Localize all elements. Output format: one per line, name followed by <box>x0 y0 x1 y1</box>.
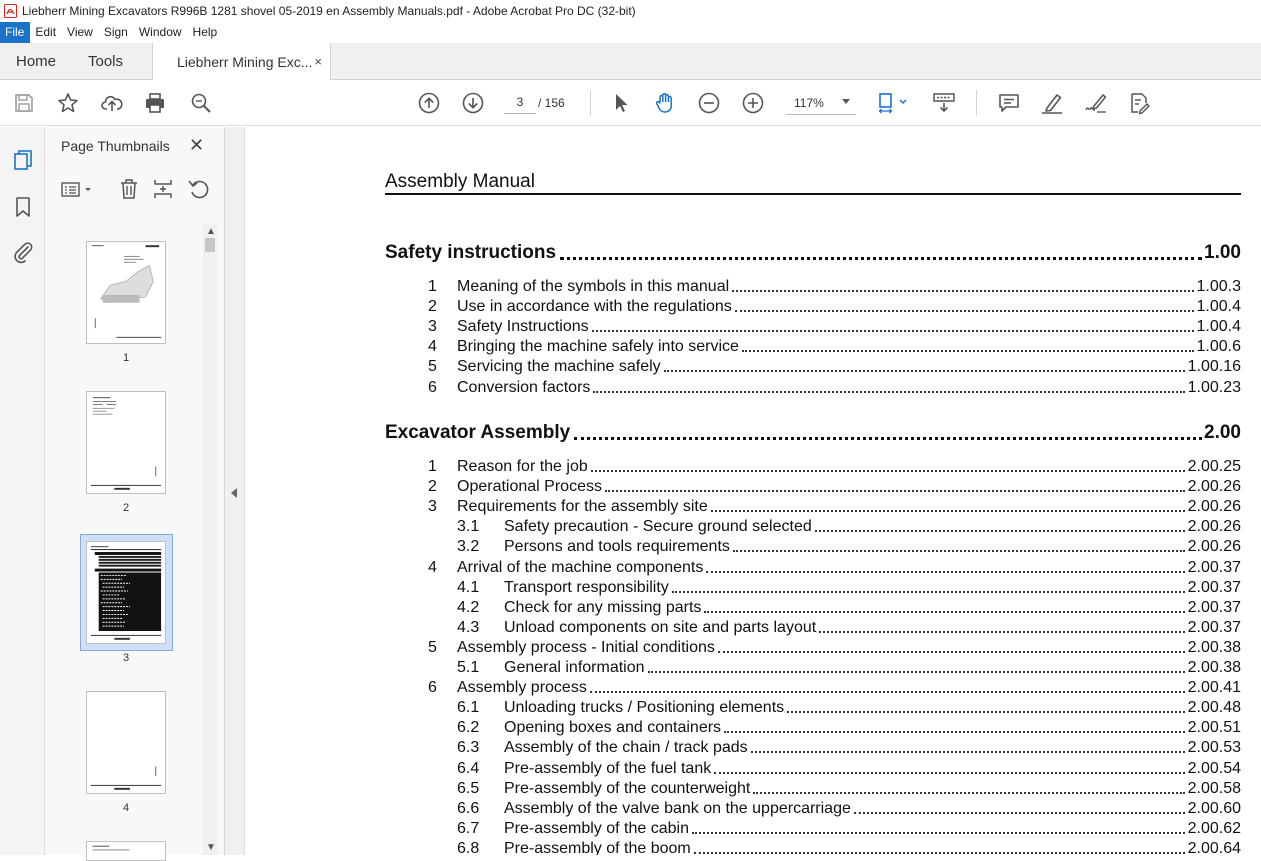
toc-entry-label: Pre-assembly of the boom <box>504 839 691 855</box>
toc-entry-number: 6.6 <box>457 799 480 817</box>
toc-leader-dots <box>706 571 1184 573</box>
toc-entry[interactable] <box>428 456 1241 476</box>
toc-entry-page: 1.00.16 <box>1187 358 1241 376</box>
toc-entry-label: Requirements for the assembly site <box>457 498 708 516</box>
toc-entry-label: Unloading trucks / Positioning elements <box>504 699 785 717</box>
toc-entry-number: 6.4 <box>457 759 480 777</box>
toc-entry-label: Pre-assembly of the counterweight <box>504 779 751 797</box>
document-view <box>246 127 1261 855</box>
scroll-down-icon[interactable]: ▼ <box>206 842 216 853</box>
toc-leader-dots <box>605 490 1185 492</box>
toc-leader-dots <box>704 611 1184 613</box>
thumbnail-page[interactable] <box>86 391 166 494</box>
upload-icon[interactable] <box>100 91 124 115</box>
toc-leader-dots <box>692 832 1185 834</box>
toc-entry-label: Unload components on site and parts layout <box>504 618 817 636</box>
thumbnail-page[interactable] <box>86 241 166 344</box>
toc-entry[interactable] <box>457 516 1241 536</box>
toc-leader-dots <box>714 772 1184 774</box>
toc-entry-label: Assembly process - Initial conditions <box>457 638 715 656</box>
toc-entry[interactable] <box>457 536 1241 556</box>
thumbnail-scrollbar[interactable] <box>203 224 217 855</box>
toc-entry[interactable] <box>428 476 1241 496</box>
toc-entry[interactable] <box>428 316 1241 336</box>
toc-entry-page: 2.00.48 <box>1187 699 1241 717</box>
page-thumbnails-icon[interactable] <box>11 148 35 172</box>
main-toolbar <box>0 80 1261 126</box>
panel-collapse-strip[interactable] <box>225 127 245 855</box>
panel-title: Page Thumbnails <box>61 138 170 154</box>
page-number-input[interactable] <box>504 90 536 114</box>
toc-entry-label: General information <box>504 659 645 676</box>
thumbnail-page-selected[interactable] <box>86 541 166 644</box>
thumbnail-page[interactable] <box>86 691 166 794</box>
options-menu-icon[interactable] <box>61 177 95 201</box>
toc-entry-page: 2.00.58 <box>1187 779 1241 797</box>
toc-entry-number: 6.3 <box>457 739 480 757</box>
menu-file[interactable]: File <box>0 22 30 43</box>
toc-entry-number: 4.3 <box>457 618 480 636</box>
toc-entry-number: 6.1 <box>457 699 480 717</box>
acrobat-app-icon <box>4 4 17 18</box>
fit-page-icon[interactable] <box>876 91 912 115</box>
toolbar-divider <box>590 90 591 116</box>
toc-leader-dots <box>733 550 1185 552</box>
toc-leader-dots <box>787 711 1184 713</box>
toc-leader-dots <box>574 437 1202 440</box>
toc-section-title: Safety instructions <box>385 242 557 263</box>
collapse-arrow-icon[interactable] <box>231 488 237 498</box>
toc-entry[interactable] <box>457 737 1241 757</box>
edit-pdf-icon[interactable] <box>1127 91 1151 115</box>
toc-entry-number: 1 <box>428 458 437 475</box>
toc-entry-page: 1.00.4 <box>1196 318 1241 336</box>
toc-entry-label: Arrival of the machine components <box>457 558 704 576</box>
save-icon[interactable] <box>12 91 36 115</box>
toc-leader-dots <box>854 812 1185 814</box>
toc-entry[interactable] <box>457 798 1241 818</box>
toc-section-title: Excavator Assembly <box>385 422 571 443</box>
toc-entry-page: 2.00.62 <box>1187 819 1241 837</box>
toc-entry-number: 3.2 <box>457 538 480 556</box>
toc-entry-label: Safety Instructions <box>457 318 589 336</box>
plus-circle-icon[interactable] <box>741 91 765 115</box>
menu-bar <box>0 22 1261 43</box>
left-navigation-rail <box>0 127 45 855</box>
toc-entry-label: Conversion factors <box>457 378 591 396</box>
toc-entry-number: 5.1 <box>457 659 480 676</box>
toc-leader-dots <box>664 370 1185 372</box>
toc-entry-page: 1.00.3 <box>1196 278 1241 295</box>
toc-leader-dots <box>591 470 1185 472</box>
toc-entry-label: Use in accordance with the regulations <box>457 298 732 316</box>
toc-leader-dots <box>648 671 1185 673</box>
toc-entry-label: Pre-assembly of the fuel tank <box>504 759 712 777</box>
toc-entry[interactable] <box>457 597 1241 617</box>
toc-entry-label: Assembly of the chain / track pads <box>504 739 748 757</box>
toc-entry-label: Assembly process <box>457 679 587 697</box>
attachment-icon[interactable] <box>11 240 35 264</box>
toc-entry-number: 6 <box>428 378 437 396</box>
toc-entry[interactable] <box>457 818 1241 838</box>
toc-entry-page: 1.00.6 <box>1196 338 1241 356</box>
scrollbar-thumb[interactable] <box>205 238 215 252</box>
toc-leader-dots <box>560 257 1202 260</box>
toc-entry-number: 6.5 <box>457 779 480 797</box>
toc-entry[interactable] <box>428 356 1241 376</box>
toc-entry-label: Reason for the job <box>457 458 588 475</box>
toc-entry-page: 2.00.37 <box>1187 598 1241 616</box>
toc-leader-dots <box>672 591 1185 593</box>
toc-entry-number: 5 <box>428 638 437 656</box>
toc-entry-page: 2.00.37 <box>1187 558 1241 576</box>
hand-icon[interactable] <box>653 91 677 115</box>
toc-section-page: 2.00 <box>1204 422 1241 443</box>
toc-entry-page: 2.00.64 <box>1187 839 1241 855</box>
toc-entry-page: 2.00.25 <box>1187 458 1241 475</box>
star-icon[interactable] <box>56 91 80 115</box>
pointer-icon[interactable] <box>609 91 633 115</box>
chevron-down-icon <box>842 99 850 104</box>
zoom-level-select[interactable] <box>786 90 856 115</box>
thumbnail-page-number: 3 <box>122 652 130 664</box>
toc-entry-number: 3.1 <box>457 518 480 536</box>
toc-entry[interactable] <box>428 296 1241 316</box>
thumbnail-page-number: 4 <box>122 802 130 814</box>
toc-entry-page: 2.00.26 <box>1187 498 1241 516</box>
toc-entry-label: Pre-assembly of the cabin <box>504 819 689 837</box>
toc-entry[interactable] <box>457 717 1241 737</box>
zoom-search-icon[interactable] <box>189 91 213 115</box>
tab-document-label: Liebherr Mining Exc... <box>177 54 313 70</box>
menu-window[interactable]: Window <box>138 25 182 39</box>
toc-section-page: 1.00 <box>1204 242 1241 263</box>
toc-entry-label: Operational Process <box>457 478 602 496</box>
arrow-up-circle-icon[interactable] <box>417 91 441 115</box>
toc-entry-label: Opening boxes and containers <box>504 719 722 737</box>
toc-entry[interactable] <box>428 276 1241 296</box>
toc-entry[interactable] <box>428 677 1241 697</box>
toc-entry-label: Transport responsibility <box>504 578 669 596</box>
toc-entry-number: 5 <box>428 358 437 376</box>
highlight-pen-icon[interactable] <box>1040 91 1064 115</box>
toc-entry[interactable] <box>457 758 1241 778</box>
toc-leader-dots <box>742 350 1194 352</box>
toc-entry[interactable] <box>428 336 1241 356</box>
toc-leader-dots <box>732 290 1193 292</box>
toc-entry-label: Bringing the machine safely into service <box>457 338 739 356</box>
tab-bar <box>0 43 1261 80</box>
toc-entry-page: 2.00.26 <box>1187 538 1241 556</box>
toc-leader-dots <box>735 310 1194 312</box>
toc-entry-number: 4.1 <box>457 578 480 596</box>
print-icon[interactable] <box>143 91 167 115</box>
thumbnail-page[interactable] <box>86 841 166 861</box>
menu-sign[interactable]: Sign <box>103 25 128 39</box>
toc-entry[interactable] <box>428 557 1241 577</box>
scroll-mode-icon[interactable] <box>932 91 956 115</box>
delete-icon[interactable] <box>117 177 141 201</box>
insert-page-icon[interactable] <box>151 177 175 201</box>
toc-entry-page: 2.00.54 <box>1187 759 1241 777</box>
toc-section[interactable] <box>385 240 1241 264</box>
toc-leader-dots <box>751 751 1185 753</box>
toc-entry[interactable] <box>457 697 1241 717</box>
toc-leader-dots <box>724 731 1185 733</box>
toc-entry-page: 2.00.26 <box>1187 478 1241 496</box>
toc-entry-page: 1.00.23 <box>1187 378 1241 396</box>
menu-view[interactable]: View <box>67 25 93 39</box>
toc-entry-label: Meaning of the symbols in this manual <box>457 278 730 295</box>
toc-leader-dots <box>694 852 1185 854</box>
toc-entry-number: 4 <box>428 558 437 576</box>
toc-entry-number: 6 <box>428 679 437 697</box>
arrow-down-circle-icon[interactable] <box>461 91 485 115</box>
menu-help[interactable]: Help <box>192 25 218 39</box>
toc-entry-label: Persons and tools requirements <box>504 538 730 556</box>
toc-entry-number: 4 <box>428 338 437 356</box>
toc-entry-number: 6.7 <box>457 819 480 837</box>
toc-section[interactable] <box>385 420 1241 444</box>
toc-entry-page: 1.00.4 <box>1196 298 1241 316</box>
close-icon[interactable]: ✕ <box>189 135 205 155</box>
toc-entry[interactable] <box>457 657 1241 677</box>
toc-entry-page: 2.00.60 <box>1187 799 1241 817</box>
page-header-title: Assembly Manual <box>385 171 535 192</box>
toc-entry-number: 3 <box>428 498 437 516</box>
toc-entry[interactable] <box>457 617 1241 637</box>
toc-leader-dots <box>815 530 1185 532</box>
tab-document[interactable] <box>152 43 331 81</box>
rotate-icon[interactable] <box>187 177 211 201</box>
toc-entry-label: Assembly of the valve bank on the uppercarriage <box>504 799 851 817</box>
toc-entry-page: 2.00.38 <box>1187 638 1241 656</box>
toc-entry-number: 1 <box>428 278 437 295</box>
bookmark-icon[interactable] <box>11 195 35 219</box>
toc-entry-page: 2.00.37 <box>1187 578 1241 596</box>
page-thumbnails-panel <box>45 127 225 855</box>
toc-leader-dots <box>753 792 1184 794</box>
menu-edit[interactable]: Edit <box>35 25 57 39</box>
toc-entry[interactable] <box>457 778 1241 798</box>
minus-circle-icon[interactable] <box>697 91 721 115</box>
window-titlebar <box>0 0 1261 22</box>
toc-leader-dots <box>590 691 1185 693</box>
toc-entry-page: 2.00.38 <box>1187 659 1241 676</box>
page-total-label: / 156 <box>538 96 565 110</box>
tab-home[interactable]: Home <box>16 53 57 70</box>
toc-entry-number: 6.2 <box>457 719 480 737</box>
window-title: Liebherr Mining Excavators R996B 1281 shovel 05-2019 en Assembly Manuals.pdf - Adobe Acrobat Pro DC (32-bit) <box>22 4 636 18</box>
toc-entry-label: Servicing the machine safely <box>457 358 661 376</box>
toc-leader-dots <box>711 510 1185 512</box>
toc-entry[interactable] <box>428 377 1241 397</box>
toc-leader-dots <box>718 651 1185 653</box>
tab-close-icon[interactable]: × <box>314 54 322 69</box>
tab-tools[interactable]: Tools <box>88 53 124 70</box>
toc-entry-number: 2 <box>428 478 437 496</box>
toc-entry-page: 2.00.26 <box>1187 518 1241 536</box>
toc-entry-number: 3 <box>428 318 437 336</box>
toc-entry[interactable] <box>457 838 1241 855</box>
toc-entry-label: Check for any missing parts <box>504 598 702 616</box>
toc-entry[interactable] <box>428 496 1241 516</box>
header-rule <box>385 193 1241 195</box>
thumbnail-page-number: 1 <box>122 352 130 364</box>
toc-leader-dots <box>819 631 1184 633</box>
scroll-up-icon[interactable]: ▲ <box>206 226 216 237</box>
toc-entry[interactable] <box>428 637 1241 657</box>
toc-entry-number: 2 <box>428 298 437 316</box>
toolbar-divider <box>976 90 977 116</box>
comment-icon[interactable] <box>997 91 1021 115</box>
sign-icon[interactable] <box>1084 91 1108 115</box>
toc-entry-label: Safety precaution - Secure ground selected <box>504 518 812 536</box>
toc-leader-dots <box>593 391 1184 393</box>
toc-entry-page: 2.00.37 <box>1187 618 1241 636</box>
toc-entry-page: 2.00.53 <box>1187 739 1241 757</box>
toc-entry-number: 6.8 <box>457 839 480 855</box>
toc-leader-dots <box>592 330 1194 332</box>
zoom-level-value: 117% <box>794 96 824 110</box>
thumbnail-tools <box>59 177 219 203</box>
toc-entry[interactable] <box>457 577 1241 597</box>
thumbnail-page-number: 2 <box>122 502 130 514</box>
toc-entry-number: 4.2 <box>457 598 480 616</box>
toc-entry-page: 2.00.41 <box>1187 679 1241 697</box>
toc-entry-page: 2.00.51 <box>1187 719 1241 737</box>
